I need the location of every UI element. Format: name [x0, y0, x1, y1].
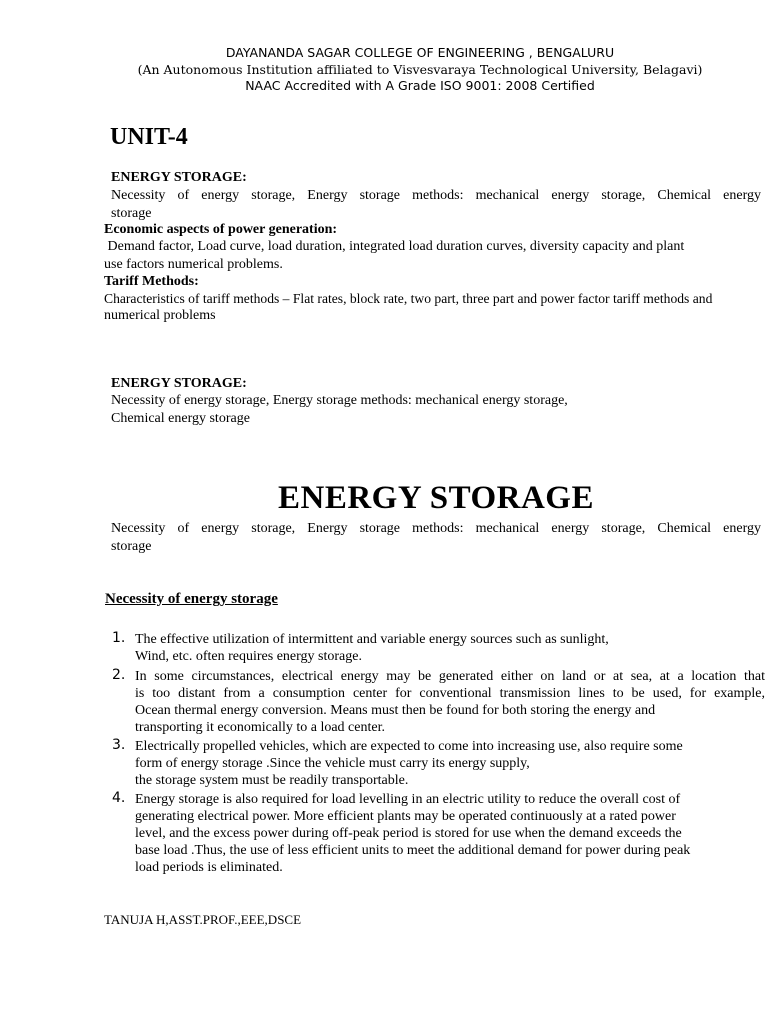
list-item-line: The effective utilization of intermittent and variable energy sources such as sunlight, [135, 632, 609, 647]
chapter-title: ENERGY STORAGE [278, 480, 594, 516]
list-item-line: load periods is eliminated. [135, 860, 283, 875]
list-item-line: base load .Thus, the use of less efficient units to meet the additional demand for power during peak [135, 843, 691, 858]
list-item-text [135, 738, 765, 789]
list-item-line: form of energy storage .Since the vehicle must carry its energy supply, [135, 756, 530, 771]
syllabus-economic-line2: use factors numerical problems. [104, 257, 283, 272]
list-item-line: transporting it economically to a load center. [135, 720, 385, 735]
list-item-line: In some circumstances, electrical energy may be generated either on land or at sea, at a location that [135, 669, 765, 684]
unit-title: UNIT-4 [110, 124, 188, 150]
footer-author: TANUJA H,ASST.PROF.,EEE,DSCE [104, 912, 302, 927]
list-item-number: 4. [112, 790, 126, 806]
list-item-line: generating electrical power. More efficient plants may be operated continuously at a rated power [135, 809, 676, 824]
college-accreditation: NAAC Accredited with A Grade ISO 9001: 2008 Certified [245, 78, 595, 93]
list-item-line: the storage system must be readily transportable. [135, 773, 409, 788]
energy-storage-line2: Chemical energy storage [111, 411, 250, 426]
list-item-line: Energy storage is also required for load levelling in an electric utility to reduce the overall cost of [135, 792, 681, 807]
energy-storage-label: ENERGY STORAGE: [111, 376, 247, 391]
list-item-line: Electrically propelled vehicles, which are expected to come into increasing use, also require some [135, 739, 683, 754]
list-item-line: level, and the excess power during off-peak period is stored for use when the demand exceeds the [135, 826, 682, 841]
list-item-line: is too distant from a consumption center for conventional transmission lines to be used, for example, [135, 686, 765, 701]
section-heading: Necessity of energy storage [105, 591, 278, 607]
list-item-number: 1. [112, 630, 126, 646]
syllabus-energy-storage-label: ENERGY STORAGE: [111, 170, 247, 185]
list-item-line: Ocean thermal energy conversion. Means must then be found for both storing the energy and [135, 703, 656, 718]
chapter-intro-line2: storage [111, 539, 152, 554]
list-item-number: 3. [112, 737, 126, 753]
chapter-intro-line1: Necessity of energy storage, Energy storage methods: mechanical energy storage, Chemical energy [111, 521, 761, 536]
syllabus-tariff-label: Tariff Methods: [104, 274, 199, 289]
list-item-text [135, 791, 765, 876]
syllabus-economic-line1: Demand factor, Load curve, load duration, integrated load duration curves, diversity capacity and plant [104, 239, 685, 254]
list-item-text [135, 668, 765, 736]
college-affiliation: (An Autonomous Institution affiliated to Visvesvaraya Technological University, Belagavi) [137, 62, 703, 77]
syllabus-tariff-line2: numerical problems [104, 308, 216, 323]
syllabus-energy-storage-line1: Necessity of energy storage, Energy storage methods: mechanical energy storage, Chemical energy [111, 188, 761, 203]
syllabus-tariff-line1: Characteristics of tariff methods – Flat rates, block rate, two part, three part and power factor tariff methods and [104, 291, 713, 306]
syllabus-energy-storage-line2: storage [111, 206, 152, 221]
syllabus-economic-label: Economic aspects of power generation: [104, 222, 338, 237]
energy-storage-line1: Necessity of energy storage, Energy storage methods: mechanical energy storage, [111, 393, 568, 408]
list-item-line: Wind, etc. often requires energy storage. [135, 649, 362, 664]
college-name: DAYANANDA SAGAR COLLEGE OF ENGINEERING , BENGALURU [225, 45, 615, 60]
list-item-number: 2. [112, 667, 126, 683]
list-item-text [135, 631, 765, 665]
